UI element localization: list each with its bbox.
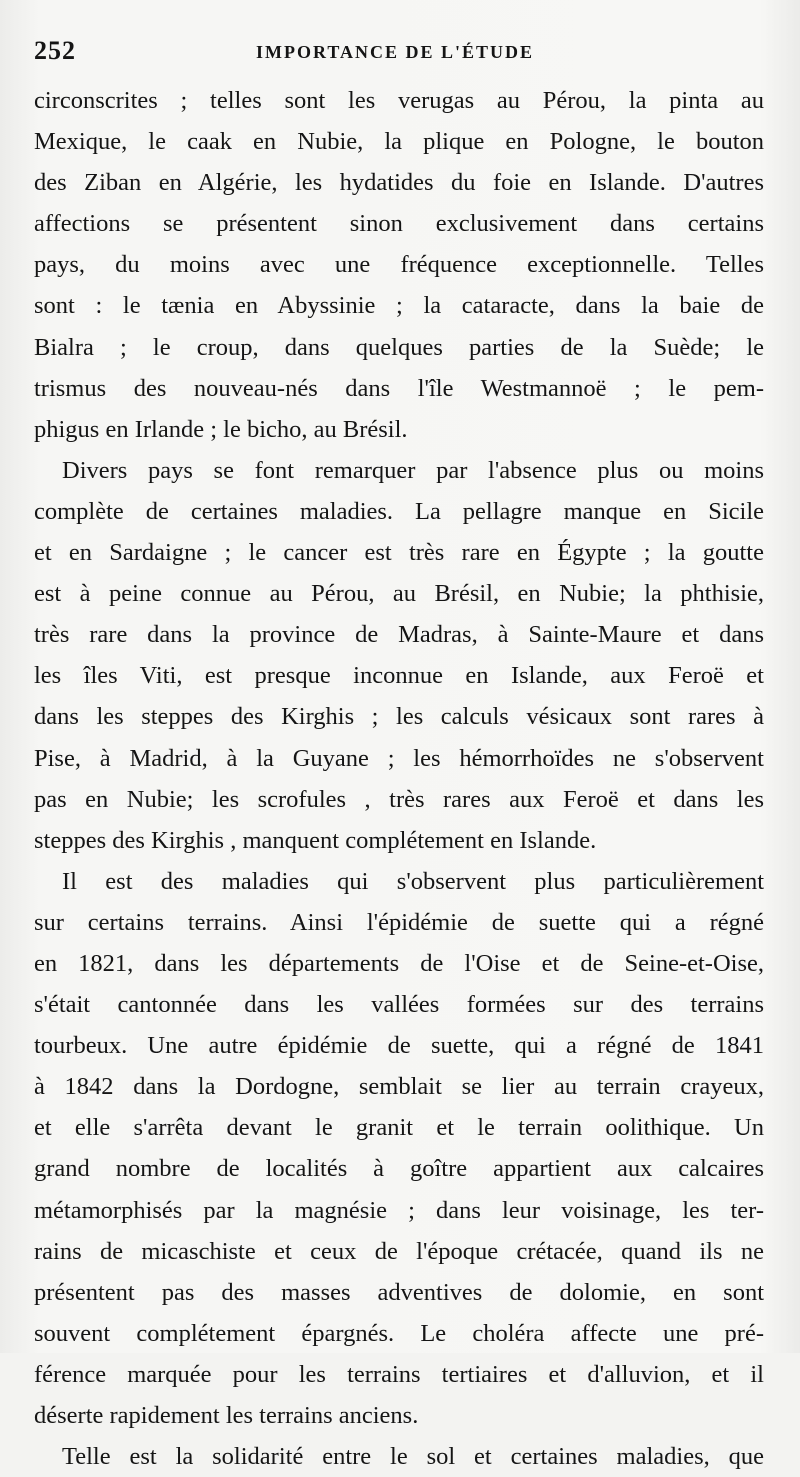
text-line: pays, du moins avec une fréquence exceptionnelle. Telles [34, 251, 764, 279]
text-line: férence marquée pour les terrains tertiaires et d'alluvion, et il [34, 1360, 764, 1388]
text-line: Divers pays se font remarquer par l'absence plus ou moins [62, 456, 764, 484]
text-line: affections se présentent sinon exclusivement dans certains [34, 210, 764, 238]
text-line: et elle s'arrêta devant le granit et le terrain oolithique. Un [34, 1114, 764, 1142]
text-line: métamorphisés par la magnésie ; dans leur voisinage, les ter- [34, 1196, 764, 1224]
text-line: sur certains terrains. Ainsi l'épidémie de suette qui a régné [34, 908, 764, 936]
text-line: Il est des maladies qui s'observent plus particulièrement [62, 867, 764, 895]
text-line: s'était cantonnée dans les vallées formées sur des terrains [34, 991, 764, 1019]
text-line: des Ziban en Algérie, les hydatides du foie en Islande. D'autres [34, 169, 764, 197]
text-line: tourbeux. Une autre épidémie de suette, qui a régné de 1841 [34, 1032, 764, 1060]
text-line: rains de micaschiste et ceux de l'époque crétacée, quand ils ne [34, 1237, 764, 1265]
text-line: à 1842 dans la Dordogne, semblait se lier au terrain crayeux, [34, 1073, 764, 1101]
running-head: IMPORTANCE DE L'ÉTUDE [256, 42, 535, 62]
text-line: présentent pas des masses adventives de dolomie, en sont [34, 1278, 764, 1306]
body-text [34, 80, 764, 1477]
text-line: très rare dans la province de Madras, à Sainte-Maure et dans [34, 621, 764, 649]
text-line: les îles Viti, est presque inconnue en Islande, aux Feroë et [34, 662, 764, 690]
text-line: pas en Nubie; les scrofules , très rares aux Feroë et dans les [34, 785, 764, 813]
text-line: Pise, à Madrid, à la Guyane ; les hémorrhoïdes ne s'observent [34, 744, 764, 772]
text-line: sont : le tænia en Abyssinie ; la cataracte, dans la baie de [34, 292, 764, 320]
text-line: est à peine connue au Pérou, au Brésil, en Nubie; la phthisie, [34, 580, 764, 608]
text-line: déserte rapidement les terrains anciens. [34, 1402, 419, 1429]
text-line: souvent complétement épargnés. Le choléra affecte une pré- [34, 1319, 764, 1347]
text-line: Bialra ; le croup, dans quelques parties de la Suède; le [34, 333, 764, 361]
text-line: trismus des nouveau-nés dans l'île Westmannoë ; le pem- [34, 374, 764, 402]
page-number: 252 [34, 36, 76, 65]
text-line: steppes des Kirghis , manquent complétement en Islande. [34, 826, 597, 854]
text-line: complète de certaines maladies. La pellagre manque en Sicile [34, 497, 764, 525]
text-line: dans les steppes des Kirghis ; les calculs vésicaux sont rares à [34, 703, 764, 731]
text-line: circonscrites ; telles sont les verugas au Pérou, la pinta au [34, 87, 764, 114]
text-line: en 1821, dans les départements de l'Oise et de Seine-et-Oise, [34, 949, 764, 977]
text-line: Telle est la solidarité entre le sol et certaines maladies, que [62, 1443, 764, 1471]
text-line: grand nombre de localités à goître appartient aux calcaires [34, 1155, 764, 1183]
text-line: Mexique, le caak en Nubie, la plique en Pologne, le bouton [34, 128, 764, 156]
text-line: et en Sardaigne ; le cancer est très rare en Égypte ; la goutte [34, 539, 764, 567]
text-line: phigus en Irlande ; le bicho, au Brésil. [34, 415, 408, 443]
page-header [34, 36, 774, 68]
